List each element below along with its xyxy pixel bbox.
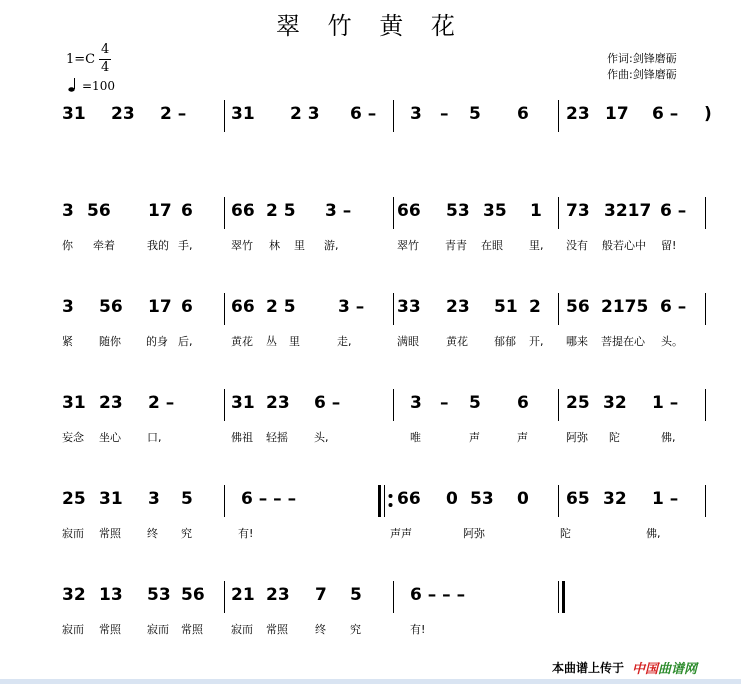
lyric: 翠竹 (397, 239, 419, 252)
lyric: 常照 (266, 623, 288, 636)
lyric: 常照 (99, 623, 121, 636)
lyric: 丛 (266, 335, 277, 348)
note-group: 1 – (652, 489, 679, 509)
note-group: 3 (62, 201, 74, 221)
note-group: 31 (99, 489, 123, 509)
note-group: 5 (181, 489, 193, 509)
note-group: 2175 (601, 297, 649, 317)
lyric: 终 (315, 623, 326, 636)
note-group: 31 (231, 104, 255, 124)
site-logo[interactable] (632, 658, 697, 677)
note-group: 6 – (314, 393, 341, 413)
note-group: 33 (397, 297, 421, 317)
note-group: 23 (99, 393, 123, 413)
lyric: 妄念 (62, 431, 84, 444)
lyric: 声 (469, 431, 480, 444)
lyric: 黄花 (446, 335, 468, 348)
note-group: 17 (605, 104, 629, 124)
note-group: 2 – (160, 104, 187, 124)
lyric: 口, (147, 431, 162, 444)
lyric: 头, (314, 431, 329, 444)
lyric: 满眼 (397, 335, 419, 348)
lyric: 寂而 (62, 527, 84, 540)
note-group: 51 (494, 297, 518, 317)
lyric: 我的 (147, 239, 169, 252)
note-group: 25 (566, 393, 590, 413)
note-group: 31 (231, 393, 255, 413)
note-group: 23 (446, 297, 470, 317)
lyric: 有! (410, 623, 426, 636)
note-group: 1 – (652, 393, 679, 413)
site-logo-part-b: 曲谱网 (658, 662, 698, 677)
note-group: 56 (87, 201, 111, 221)
note-group: 6 (517, 104, 529, 124)
composer-credit: 作曲:剑锋磨砺 (607, 68, 677, 81)
quarter-note-icon (68, 78, 76, 92)
lyric: 佛祖 (231, 431, 253, 444)
lyric: 里 (294, 239, 305, 252)
lyric: 佛, (661, 431, 676, 444)
bar-line (224, 100, 225, 132)
note-group: 65 (566, 489, 590, 509)
lyric: 菩提在心 (601, 335, 645, 348)
note-group: 2 5 (266, 201, 296, 221)
lyric: 手, (178, 239, 193, 252)
bar-line (705, 197, 706, 229)
bar-line (558, 197, 559, 229)
note-group: 66 (397, 201, 421, 221)
note-group: 3 – (325, 201, 352, 221)
bar-line (558, 100, 559, 132)
note-group: 31 (62, 393, 86, 413)
bar-line (705, 293, 706, 325)
repeat-dots-icon (388, 492, 393, 510)
note-group: 6 (181, 201, 193, 221)
lyric: 究 (350, 623, 361, 636)
bar-line (705, 389, 706, 421)
key-signature: 1=C (66, 52, 96, 67)
note-group: 13 (99, 585, 123, 605)
lyric: 里 (289, 335, 300, 348)
note-group: 53 (446, 201, 470, 221)
note-group: 6 (517, 393, 529, 413)
note-group: 25 (62, 489, 86, 509)
note-group: 2 – (148, 393, 175, 413)
note-group: 21 (231, 585, 255, 605)
lyric: 般若心中 (602, 239, 646, 252)
lyric: 留! (661, 239, 677, 252)
note-group: 6 – (350, 104, 377, 124)
bar-line (558, 389, 559, 421)
note-group: 66 (397, 489, 421, 509)
lyric: 在眼 (481, 239, 503, 252)
lyric: 寂而 (62, 623, 84, 636)
score-row-5 (0, 489, 741, 539)
note-group: 23 (566, 104, 590, 124)
bar-line (393, 581, 394, 613)
note-group: 23 (266, 393, 290, 413)
song-title: 翠 竹 黄 花 (276, 12, 465, 40)
note-group: 35 (483, 201, 507, 221)
lyric: 坐心 (99, 431, 121, 444)
note-group: 73 (566, 201, 590, 221)
score-row-2 (0, 201, 741, 251)
lyric: 常照 (99, 527, 121, 540)
note-group: 17 (148, 201, 172, 221)
note-group: 5 (469, 104, 481, 124)
note-group: 32 (603, 489, 627, 509)
bar-line (224, 389, 225, 421)
note-group: 3 (410, 104, 422, 124)
score-row-3 (0, 297, 741, 347)
repeat-start-thin-bar (384, 485, 385, 517)
lyric: 随你 (99, 335, 121, 348)
lyricist-credit: 作词:剑锋磨砺 (607, 52, 677, 65)
lyric: 的身 (146, 335, 168, 348)
note-group: 23 (111, 104, 135, 124)
note-group: 56 (99, 297, 123, 317)
note-group: 56 (181, 585, 205, 605)
lyric: 翠竹 (231, 239, 253, 252)
closing-paren: ) (704, 104, 712, 124)
page-bottom-edge (0, 679, 741, 684)
lyric: 青青 (445, 239, 467, 252)
bar-line (393, 100, 394, 132)
lyric: 阿弥 (566, 431, 588, 444)
time-signature-bottom: 4 (101, 60, 110, 75)
bar-line (224, 197, 225, 229)
lyric: 寂而 (231, 623, 253, 636)
note-group: 7 (315, 585, 327, 605)
note-group: – (440, 393, 449, 413)
note-group: 6 – (660, 297, 687, 317)
lyric: 唯 (410, 431, 421, 444)
lyric: 里, (529, 239, 544, 252)
note-group: – (440, 104, 449, 124)
score-row-6 (0, 585, 741, 635)
note-group: 5 (350, 585, 362, 605)
bar-line (558, 485, 559, 517)
lyric: 究 (181, 527, 192, 540)
bar-line (393, 293, 394, 325)
lyric: 阿弥 (463, 527, 485, 540)
lyric: 有! (238, 527, 254, 540)
note-group: 3 (62, 297, 74, 317)
lyric: 终 (147, 527, 158, 540)
lyric: 轻摇 (266, 431, 288, 444)
bar-line (224, 485, 225, 517)
note-group: 3 (410, 393, 422, 413)
lyric: 郁郁 (494, 335, 516, 348)
note-group: 56 (566, 297, 590, 317)
note-group: 6 – – – (410, 585, 466, 605)
note-group: 2 3 (290, 104, 320, 124)
lyric: 走, (337, 335, 352, 348)
site-logo-part-a: 中国 (632, 662, 659, 677)
bar-line (558, 293, 559, 325)
bar-line (705, 485, 706, 517)
upload-note: 本曲谱上传于 (552, 661, 625, 675)
note-group: 6 (181, 297, 193, 317)
final-thin-bar (558, 581, 559, 613)
lyric: 游, (324, 239, 339, 252)
lyric: 黄花 (231, 335, 253, 348)
final-thick-bar (562, 581, 565, 613)
lyric: 林 (269, 239, 280, 252)
bar-line (224, 581, 225, 613)
note-group: 66 (231, 201, 255, 221)
bar-line (393, 197, 394, 229)
note-group: 3 (148, 489, 160, 509)
score-row-4 (0, 393, 741, 443)
lyric: 陀 (560, 527, 571, 540)
time-signature-top: 4 (101, 42, 110, 57)
lyric: 牵着 (93, 239, 115, 252)
repeat-start-thick-bar (378, 485, 381, 517)
note-group: 3217 (604, 201, 652, 221)
score-row-1 (0, 104, 741, 154)
note-group: 23 (266, 585, 290, 605)
note-group: 6 – – – (241, 489, 297, 509)
note-group: 2 5 (266, 297, 296, 317)
note-group: 0 (446, 489, 458, 509)
lyric: 没有 (566, 239, 588, 252)
note-group: 53 (470, 489, 494, 509)
note-group: 5 (469, 393, 481, 413)
lyric: 哪来 (566, 335, 588, 348)
lyric: 紧 (62, 335, 73, 348)
bar-line (393, 389, 394, 421)
lyric: 寂而 (147, 623, 169, 636)
lyric: 声 (517, 431, 528, 444)
lyric: 陀 (609, 431, 620, 444)
note-group: 2 (529, 297, 541, 317)
tempo-marking: =100 (82, 79, 115, 93)
note-group: 3 – (338, 297, 365, 317)
note-group: 66 (231, 297, 255, 317)
lyric: 佛, (646, 527, 661, 540)
note-group: 53 (147, 585, 171, 605)
lyric: 后, (178, 335, 193, 348)
note-group: 6 – (660, 201, 687, 221)
lyric: 常照 (181, 623, 203, 636)
note-group: 31 (62, 104, 86, 124)
note-group: 1 (530, 201, 542, 221)
note-group: 6 – (652, 104, 679, 124)
bar-line (224, 293, 225, 325)
note-group: 32 (62, 585, 86, 605)
lyric: 头。 (661, 335, 683, 348)
lyric: 你 (62, 239, 73, 252)
lyric: 开, (529, 335, 544, 348)
note-group: 17 (148, 297, 172, 317)
note-group: 0 (517, 489, 529, 509)
lyric: 声声 (390, 527, 412, 540)
note-group: 32 (603, 393, 627, 413)
